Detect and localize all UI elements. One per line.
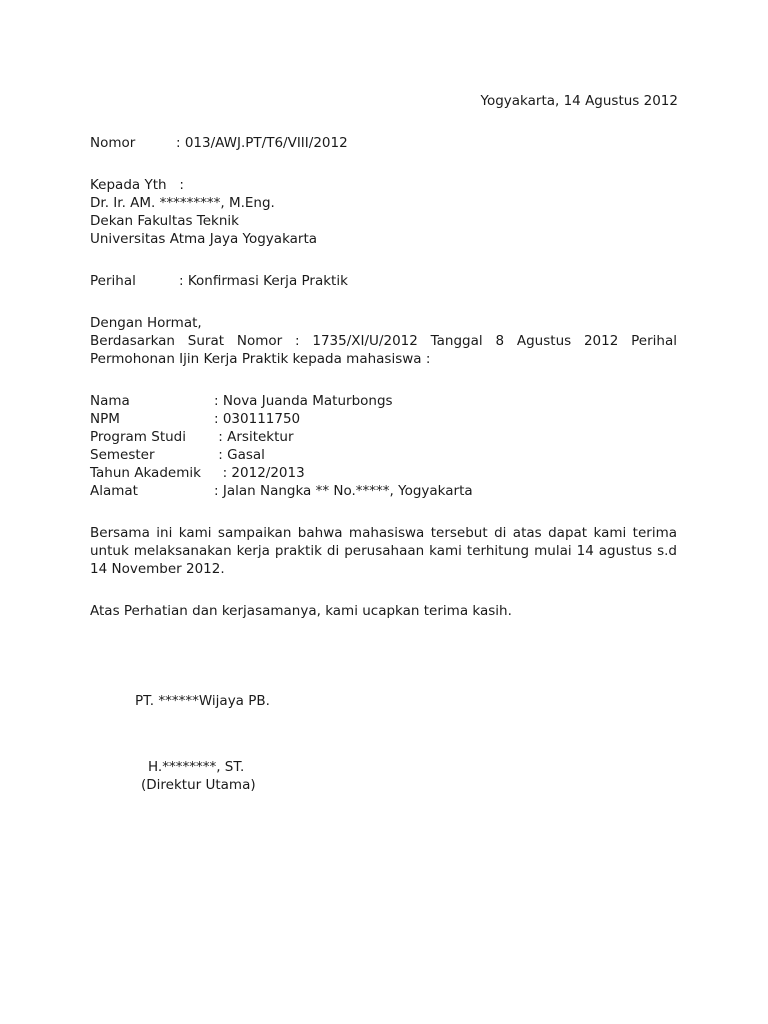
field-label-tahun-akademik: Tahun Akademik: [90, 465, 201, 481]
place-date: Yogyakarta, 14 Agustus 2012: [480, 93, 678, 109]
field-label-npm: NPM: [90, 411, 120, 427]
student-field-row: [90, 392, 677, 410]
perihal-value: : Konfirmasi Kerja Praktik: [179, 273, 348, 289]
field-value-npm: : 030111750: [214, 411, 301, 427]
perihal-label: Perihal: [90, 273, 136, 289]
nomor-label: Nomor: [90, 135, 136, 151]
intro-block: [90, 314, 677, 368]
signatory-title: (Direktur Utama): [141, 777, 256, 793]
recipient-salutation: Kepada Yth :: [90, 177, 184, 193]
recipient-position: Dekan Fakultas Teknik: [90, 213, 240, 229]
student-field-row: [90, 464, 677, 482]
intro-line-1: Berdasarkan Surat Nomor : 1735/XI/U/2012 Tanggal 8 Agustus 2012 Perihal: [90, 333, 677, 349]
letter-number: [90, 134, 677, 152]
field-value-nama: : Nova Juanda Maturbongs: [214, 393, 393, 409]
recipient-block: [90, 176, 677, 248]
subject-line: [90, 272, 677, 290]
field-value-program-studi: : Arsitektur: [214, 429, 294, 445]
company-name: PT. ******Wijaya PB.: [135, 693, 270, 709]
field-label-alamat: Alamat: [90, 483, 138, 499]
intro-line-2: Permohonan Ijin Kerja Praktik kepada mahasiswa :: [90, 351, 431, 367]
body-paragraph: Bersama ini kami sampaikan bahwa mahasiswa tersebut di atas dapat kami terima untuk melaksanakan kerja praktik di perusahaan kami terhitung mulai 14 agustus s.d 14 November 2012.: [90, 525, 677, 577]
field-value-alamat: : Jalan Nangka ** No.*****, Yogyakarta: [214, 483, 473, 499]
field-value-semester: : Gasal: [214, 447, 265, 463]
signatory-name: H.********, ST.: [148, 759, 245, 775]
recipient-name: Dr. Ir. AM. *********, M.Eng.: [90, 195, 275, 211]
field-value-tahun-akademik: : 2012/2013: [214, 465, 305, 481]
recipient-institution: Universitas Atma Jaya Yogyakarta: [90, 231, 318, 247]
field-label-semester: Semester: [90, 447, 155, 463]
closing-line: Atas Perhatian dan kerjasamanya, kami ucapkan terima kasih.: [90, 603, 512, 619]
student-field-row: [90, 446, 677, 464]
field-label-program-studi: Program Studi: [90, 429, 186, 445]
student-field-row: [90, 482, 677, 500]
student-details: [90, 392, 677, 500]
student-field-row: [90, 410, 677, 428]
greeting: Dengan Hormat,: [90, 315, 202, 331]
field-label-nama: Nama: [90, 393, 130, 409]
nomor-value: : 013/AWJ.PT/T6/VIII/2012: [176, 135, 348, 151]
student-field-row: [90, 428, 677, 446]
